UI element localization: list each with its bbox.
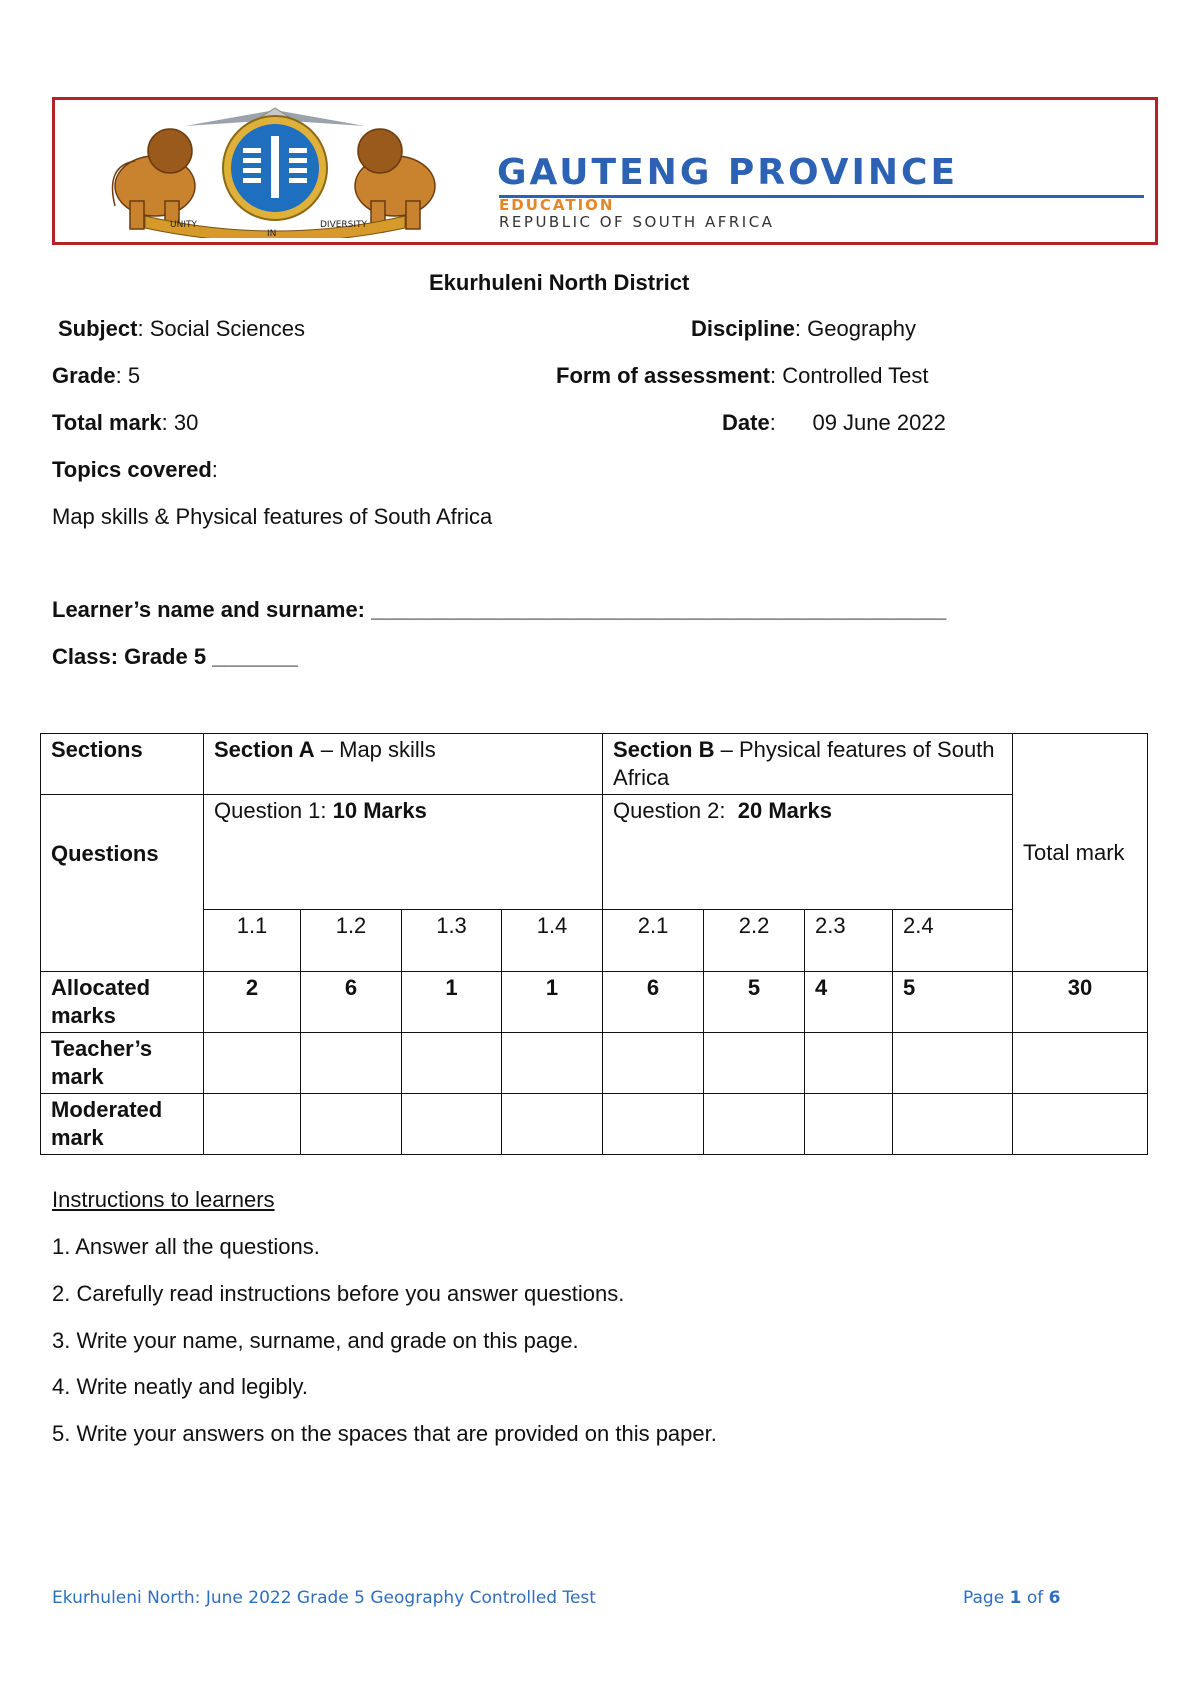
subquestion-cell: 1.1 [204,910,301,972]
page-word: Page [963,1588,1005,1608]
instruction-item: 1. Answer all the questions. [52,1234,320,1259]
grade-value: : 5 [115,363,141,388]
moderated-row [41,1094,1148,1155]
question-2-text: Question 2: [613,798,738,823]
svg-text:DIVERSITY: DIVERSITY [320,220,368,230]
allocated-mark: 1 [402,972,502,1033]
total-mark-label: Total mark [52,410,162,435]
form-label: Form of assessment [556,363,770,388]
teacher-mark-label: Teacher’s mark [41,1033,204,1094]
total-mark-value: : 30 [161,410,199,435]
allocated-mark: 4 [805,972,893,1033]
grade-label: Grade [52,363,116,388]
subquestion-cell: 1.3 [402,910,502,972]
learner-name-line: Learner’s name and surname: _______________________________________________ [52,597,947,622]
class-line: Class: Grade 5 _______ [52,644,298,669]
grade-field [52,363,140,389]
discipline-label: Discipline [691,316,795,341]
subject-value: : Social Sciences [137,316,305,341]
subquestion-cell: 1.2 [301,910,402,972]
section-a-label: Section A [214,737,315,762]
instruction-item: 2. Carefully read instructions before you answer questions. [52,1281,625,1306]
date-field [722,410,946,436]
subject-label: Subject [58,316,138,341]
allocated-total: 30 [1013,972,1148,1033]
moderated-mark-cell [204,1094,301,1155]
allocated-row [41,972,1148,1033]
subquestions-row [41,910,1148,972]
allocated-mark: 6 [603,972,704,1033]
teacher-mark-cell [402,1033,502,1094]
moderated-mark-cell [1013,1094,1148,1155]
department-label: EDUCATION [499,196,615,214]
instruction-item: 5. Write your answers on the spaces that are provided on this paper. [52,1421,717,1446]
section-a-cell [204,734,603,795]
section-b-label: Section B [613,737,715,762]
svg-text:UNITY: UNITY [170,220,197,230]
allocated-mark: 6 [301,972,402,1033]
subquestion-cell: 2.3 [805,910,893,972]
allocated-label: Allocated marks [41,972,204,1033]
subject-field [58,316,305,342]
subquestion-cell: 2.4 [893,910,1013,972]
section-a-title: – Map skills [314,737,436,762]
total-pages: 6 [1048,1588,1061,1608]
total-mark-field [52,410,198,436]
sections-label: Sections [41,734,204,795]
country-label: REPUBLIC OF SOUTH AFRICA [499,213,775,231]
moderated-mark-cell [893,1094,1013,1155]
teacher-mark-cell [502,1033,603,1094]
teacher-mark-cell [204,1033,301,1094]
teacher-mark-cell [805,1033,893,1094]
discipline-field [691,316,916,342]
teacher-mark-cell [1013,1033,1148,1094]
district-title: Ekurhuleni North District [429,270,690,295]
form-value: : Controlled Test [769,363,929,388]
footer-title: Ekurhuleni North: June 2022 Grade 5 Geography Controlled Test [52,1588,596,1608]
teacher-mark-cell [301,1033,402,1094]
moderated-mark-cell [704,1094,805,1155]
allocated-mark: 2 [204,972,301,1033]
moderated-mark-label: Moderated mark [41,1094,204,1155]
page-number [963,1588,1060,1608]
marks-table [40,733,1148,1155]
header-banner [52,97,1158,245]
teacher-mark-cell [704,1033,805,1094]
coat-of-arms-logo [75,106,475,238]
teacher-mark-cell [893,1033,1013,1094]
question-1-text: Question 1: [214,798,333,823]
topics-label: Topics covered [52,457,212,482]
discipline-value: : Geography [794,316,916,341]
svg-text:IN: IN [267,229,277,238]
subquestion-cell: 2.2 [704,910,805,972]
of-word: of [1026,1588,1044,1608]
subquestion-cell: 1.4 [502,910,603,972]
section-b-cell [603,734,1013,795]
question-2-marks: 20 Marks [737,798,832,823]
question-1-cell [204,795,603,910]
subquestion-cell: 2.1 [603,910,704,972]
moderated-mark-cell [301,1094,402,1155]
allocated-mark: 1 [502,972,603,1033]
allocated-mark: 5 [704,972,805,1033]
topics-field [52,457,218,483]
question-1-marks: 10 Marks [332,798,427,823]
moderated-mark-cell [603,1094,704,1155]
instruction-item: 3. Write your name, surname, and grade on this page. [52,1328,579,1353]
sections-row [41,734,1148,795]
questions-row [41,795,1148,910]
date-label: Date [722,410,770,435]
teacher-row [41,1033,1148,1094]
province-title: GAUTENG PROVINCE [497,152,959,193]
moderated-mark-cell [502,1094,603,1155]
form-field [556,363,929,389]
total-mark-header: Total mark [1013,734,1148,972]
section-b-title: – Physical features of South Africa [613,737,995,790]
questions-label: Questions [41,795,204,972]
topics-colon: : [211,457,218,482]
moderated-mark-cell [402,1094,502,1155]
teacher-mark-cell [603,1033,704,1094]
topics-value: Map skills & Physical features of South Africa [52,504,493,529]
date-value: : 09 June 2022 [769,410,946,435]
moderated-mark-cell [805,1094,893,1155]
current-page: 1 [1009,1588,1022,1608]
question-2-cell [603,795,1013,910]
instructions-heading: Instructions to learners [52,1187,275,1212]
allocated-mark: 5 [893,972,1013,1033]
instruction-item: 4. Write neatly and legibly. [52,1374,308,1399]
